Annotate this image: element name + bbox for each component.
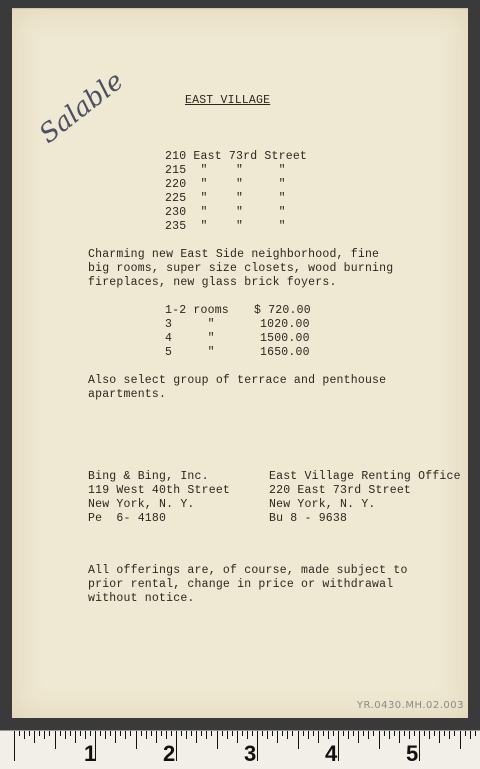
ruler-label: 2 xyxy=(163,741,176,766)
ruler-tick xyxy=(373,731,374,736)
ruler-tick xyxy=(394,731,395,736)
ruler-tick xyxy=(156,731,157,743)
ruler-tick xyxy=(115,731,116,743)
ruler-tick xyxy=(161,731,162,736)
ruler-tick xyxy=(211,731,212,736)
ruler-tick xyxy=(363,731,364,736)
ruler-tick xyxy=(379,731,380,749)
rent-rooms: 3 " xyxy=(165,318,215,331)
ruler-tick xyxy=(75,731,76,743)
ruler-tick xyxy=(343,731,344,736)
ruler-tick xyxy=(303,731,304,736)
ruler-tick xyxy=(222,731,223,736)
address-line: 220 " " " xyxy=(165,178,286,191)
ruler-label: 4 xyxy=(325,741,338,766)
ruler-tick xyxy=(267,731,268,739)
also-line: apartments. xyxy=(88,388,167,401)
ruler-tick xyxy=(125,731,126,739)
ruler-label: 1 xyxy=(84,741,97,766)
ruler-tick xyxy=(227,731,228,739)
ruler-tick xyxy=(100,731,101,736)
rent-rooms: 4 " xyxy=(165,332,215,345)
ruler-tick xyxy=(49,731,50,736)
ruler-tick xyxy=(232,731,233,736)
ruler-tick xyxy=(257,731,258,761)
ruler-tick xyxy=(358,731,359,743)
ruler-tick xyxy=(323,731,324,736)
ruler-tick xyxy=(146,731,147,739)
ruler-tick xyxy=(282,731,283,736)
ruler-tick xyxy=(85,731,86,739)
ruler-tick xyxy=(171,731,172,736)
ruler-tick xyxy=(475,731,476,736)
ruler-tick xyxy=(186,731,187,739)
ruler-tick xyxy=(44,731,45,739)
ruler-tick xyxy=(130,731,131,736)
rent-price: $ 720.00 xyxy=(254,304,311,317)
rent-price: 1650.00 xyxy=(260,346,310,359)
ruler-tick xyxy=(166,731,167,739)
ruler-tick xyxy=(419,731,420,761)
ruler-tick xyxy=(39,731,40,736)
ruler-tick xyxy=(247,731,248,739)
ruler-tick xyxy=(252,731,253,736)
ruler-tick xyxy=(24,731,25,739)
ruler-tick xyxy=(55,731,56,749)
ruler-tick xyxy=(120,731,121,736)
also-line: Also select group of terrace and penthouse xyxy=(88,374,387,387)
ruler-tick xyxy=(353,731,354,736)
ruler-tick xyxy=(242,731,243,736)
ruler-tick xyxy=(181,731,182,736)
ruler-tick xyxy=(429,731,430,739)
ruler-tick xyxy=(19,731,20,736)
ruler-tick xyxy=(454,731,455,736)
ruler-tick xyxy=(217,731,218,749)
ruler-tick xyxy=(465,731,466,736)
ruler-tick xyxy=(196,731,197,743)
ruler-tick xyxy=(318,731,319,743)
agent-line: New York, N. Y. xyxy=(88,498,195,511)
agent-line: New York, N. Y. xyxy=(269,498,376,511)
ruler-tick xyxy=(34,731,35,743)
ruler-tick xyxy=(313,731,314,736)
ruler-tick xyxy=(333,731,334,736)
ruler-tick xyxy=(298,731,299,749)
agent-line: 119 West 40th Street xyxy=(88,484,231,497)
description-line: fireplaces, new glass brick foyers. xyxy=(88,276,337,289)
ruler-tick xyxy=(409,731,410,739)
catalog-number: YR.0430.MH.02.003 xyxy=(356,700,464,711)
ruler-tick xyxy=(338,731,339,761)
address-line: 210 East 73rd Street xyxy=(165,150,308,163)
document-page xyxy=(12,8,468,718)
disclaimer-line: prior rental, change in price or withdrawal xyxy=(88,578,394,591)
ruler-tick xyxy=(80,731,81,736)
agent-line: Pe 6- 4180 xyxy=(88,512,167,525)
ruler-tick xyxy=(348,731,349,739)
ruler-tick xyxy=(404,731,405,736)
ruler-tick xyxy=(206,731,207,739)
agent-line: Bu 8 - 9638 xyxy=(269,512,348,525)
ruler-tick xyxy=(136,731,137,749)
ruler-tick xyxy=(14,731,15,761)
rent-price: 1020.00 xyxy=(260,318,310,331)
ruler-tick xyxy=(151,731,152,736)
description-line: big rooms, super size closets, wood burning xyxy=(88,262,394,275)
ruler-tick xyxy=(90,731,91,736)
ruler-label: 5 xyxy=(406,741,419,766)
address-line: 225 " " " xyxy=(165,192,286,205)
ruler-tick xyxy=(65,731,66,739)
address-line: 230 " " " xyxy=(165,206,286,219)
ruler-tick xyxy=(272,731,273,736)
ruler-tick xyxy=(434,731,435,736)
address-line: 235 " " " xyxy=(165,220,286,233)
agent-line: East Village Renting Office xyxy=(269,470,461,483)
ruler-tick xyxy=(328,731,329,739)
ruler-tick xyxy=(424,731,425,736)
ruler-tick xyxy=(439,731,440,743)
ruler-tick xyxy=(384,731,385,736)
ruler-tick xyxy=(414,731,415,736)
ruler-tick xyxy=(70,731,71,736)
rent-rooms: 5 " xyxy=(165,346,215,359)
ruler-tick xyxy=(201,731,202,736)
handwritten-note: Salable xyxy=(34,65,130,150)
ruler-tick xyxy=(110,731,111,736)
ruler-tick xyxy=(277,731,278,743)
ruler-tick xyxy=(262,731,263,736)
ruler-tick xyxy=(105,731,106,739)
ruler-tick xyxy=(141,731,142,736)
ruler-label: 3 xyxy=(244,741,257,766)
ruler-tick xyxy=(237,731,238,743)
description-line: Charming new East Side neighborhood, fine xyxy=(88,248,380,261)
agent-line: Bing & Bing, Inc. xyxy=(88,470,209,483)
page-edge xyxy=(12,8,468,9)
disclaimer-line: All offerings are, of course, made subject to xyxy=(88,564,408,577)
measuring-ruler xyxy=(0,730,480,769)
agent-line: 220 East 73rd Street xyxy=(269,484,412,497)
ruler-tick xyxy=(60,731,61,736)
ruler-tick xyxy=(308,731,309,739)
ruler-tick xyxy=(444,731,445,736)
ruler-tick xyxy=(368,731,369,739)
page-title: EAST VILLAGE xyxy=(185,94,271,107)
rent-rooms: 1-2 rooms xyxy=(165,304,229,317)
ruler-tick xyxy=(399,731,400,743)
disclaimer-line: without notice. xyxy=(88,592,195,605)
ruler-tick xyxy=(389,731,390,739)
ruler-tick xyxy=(470,731,471,739)
ruler-tick xyxy=(292,731,293,736)
ruler-tick xyxy=(460,731,461,749)
address-line: 215 " " " xyxy=(165,164,286,177)
rent-price: 1500.00 xyxy=(260,332,310,345)
ruler-tick xyxy=(29,731,30,736)
ruler-tick xyxy=(287,731,288,739)
ruler-tick xyxy=(191,731,192,736)
ruler-tick xyxy=(449,731,450,739)
ruler-tick xyxy=(176,731,177,761)
